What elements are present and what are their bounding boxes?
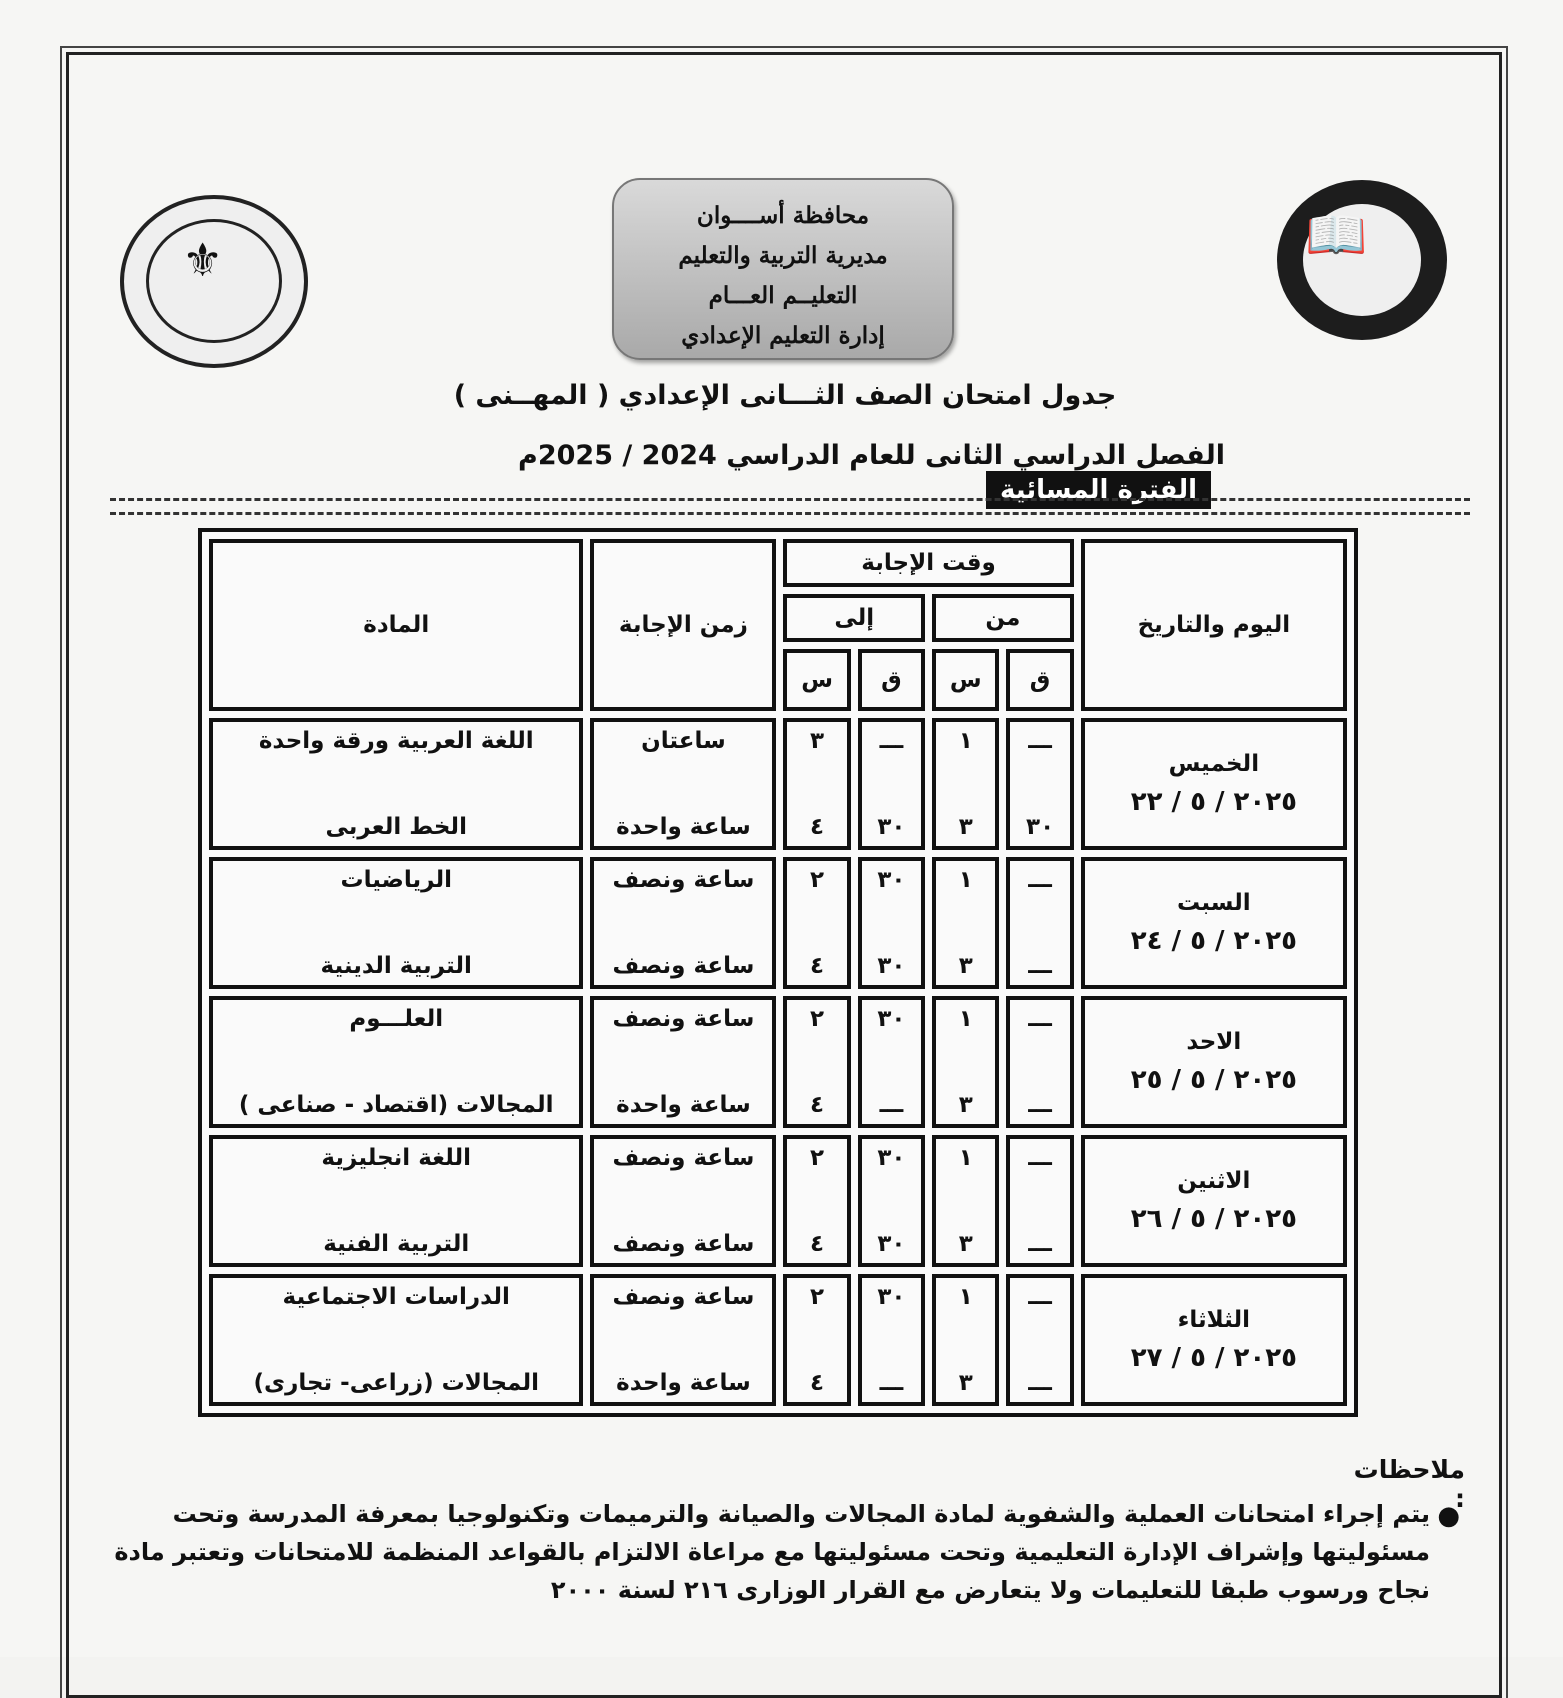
time-value: ٣٠	[1026, 814, 1055, 840]
day-date-cell	[1081, 996, 1347, 1128]
day-date-cell	[1081, 1274, 1347, 1406]
bullet-icon: ●	[1437, 1501, 1460, 1531]
to-min-cell	[858, 1135, 925, 1267]
day-name: السبت	[1177, 890, 1251, 916]
exam-schedule-table	[198, 528, 1358, 1417]
time-value: ـــ	[1028, 1231, 1052, 1257]
from-hour-cell	[932, 718, 999, 850]
time-value: ـــ	[879, 1092, 904, 1118]
time-value: ـــ	[1028, 867, 1052, 893]
page-title: جدول امتحان الصف الثـــانى الإعدادي ( المهــنى )	[453, 380, 1117, 411]
subject-name: المجالات (زراعى- تجارى)	[253, 1370, 539, 1396]
from-min-cell	[1006, 857, 1073, 989]
time-value: ٣٠	[877, 953, 906, 979]
time-value: ٢	[810, 1284, 825, 1310]
subject-cell	[209, 996, 583, 1128]
subject-name: العلـــوم	[349, 1006, 444, 1032]
table-row	[209, 857, 1347, 989]
from-min-cell	[1006, 996, 1073, 1128]
subject-name: التربية الفنية	[323, 1231, 470, 1257]
time-value: ـــ	[1028, 1006, 1052, 1032]
table-row	[209, 1274, 1347, 1406]
subject-name: التربية الدينية	[320, 953, 472, 979]
time-value: ١	[958, 1006, 973, 1032]
table-header-row	[209, 539, 1347, 587]
to-min-cell	[858, 996, 925, 1128]
subject-name: اللغة العربية ورقة واحدة	[258, 728, 534, 754]
from-min-cell	[1006, 718, 1073, 850]
time-value: ٤	[810, 1370, 825, 1396]
to-hour-cell	[783, 1135, 850, 1267]
to-hour-cell	[783, 1274, 850, 1406]
period-badge: الفترة المسائية	[986, 471, 1211, 509]
to-hour-cell	[783, 718, 850, 850]
subject-cell	[209, 1274, 583, 1406]
header-from-min: ق	[1006, 649, 1073, 711]
to-min-cell	[858, 1274, 925, 1406]
time-value: ٣٠	[877, 1145, 906, 1171]
ministry-book-logo	[1277, 180, 1447, 340]
time-value: ـــ	[1028, 1284, 1052, 1310]
academic-year-text: الفصل الدراسي الثانى للعام الدراسي 2024 / 2025م	[518, 440, 1225, 471]
to-min-cell	[858, 718, 925, 850]
duration-value: ساعة واحدة	[616, 1370, 751, 1396]
time-value: ٣	[958, 1092, 973, 1118]
time-value: ٢	[810, 1006, 825, 1032]
time-value: ٣	[810, 728, 825, 754]
general-education-line: التعليــم العـــام	[708, 282, 858, 309]
time-value: ٣٠	[877, 1231, 906, 1257]
time-value: ٤	[810, 1092, 825, 1118]
day-date-cell	[1081, 1135, 1347, 1267]
header-to-hour: س	[783, 649, 850, 711]
from-hour-cell	[932, 996, 999, 1128]
header-to-min: ق	[858, 649, 925, 711]
subject-name: الخط العربى	[325, 814, 467, 840]
exam-date: ٢٠٢٥ / ٥ / ٢٦	[1130, 1204, 1298, 1234]
header-answer-time: وقت الإجابة	[783, 539, 1073, 587]
from-min-cell	[1006, 1274, 1073, 1406]
duration-value: ساعتان	[641, 728, 726, 754]
exam-date: ٢٠٢٥ / ٥ / ٢٥	[1130, 1065, 1298, 1095]
header-box	[612, 178, 954, 360]
dashed-divider	[110, 498, 1470, 501]
duration-cell	[590, 718, 776, 850]
time-value: ـــ	[1028, 1145, 1052, 1171]
duration-value: ساعة واحدة	[616, 814, 751, 840]
duration-value: ساعة ونصف	[612, 1006, 755, 1032]
to-hour-cell	[783, 857, 850, 989]
governorate-line: محافظة أســــوان	[696, 202, 870, 229]
time-value: ـــ	[1028, 953, 1052, 979]
duration-value: ساعة ونصف	[612, 1231, 755, 1257]
exam-date: ٢٠٢٥ / ٥ / ٢٧	[1130, 1343, 1298, 1373]
time-value: ٣٠	[877, 1006, 906, 1032]
table-row	[209, 718, 1347, 850]
eagle-emblem-icon: ⚜	[182, 233, 224, 287]
time-value: ـــ	[1028, 728, 1052, 754]
day-name: الاثنين	[1177, 1168, 1251, 1194]
duration-value: ساعة واحدة	[616, 1092, 751, 1118]
from-hour-cell	[932, 1274, 999, 1406]
day-date-cell	[1081, 718, 1347, 850]
subject-name: الرياضيات	[340, 867, 452, 893]
time-value: ٢	[810, 867, 825, 893]
to-hour-cell	[783, 996, 850, 1128]
directorate-seal-logo	[120, 195, 308, 368]
header-subject: المادة	[209, 539, 583, 711]
subject-cell	[209, 857, 583, 989]
time-value: ـــ	[879, 728, 904, 754]
from-hour-cell	[932, 1135, 999, 1267]
table-row	[209, 996, 1347, 1128]
time-value: ٣	[958, 814, 973, 840]
directorate-line: مديرية التربية والتعليم	[678, 242, 888, 269]
time-value: ٤	[810, 814, 825, 840]
time-value: ١	[958, 867, 973, 893]
duration-cell	[590, 996, 776, 1128]
duration-value: ساعة ونصف	[612, 1145, 755, 1171]
subject-name: الدراسات الاجتماعية	[282, 1284, 510, 1310]
time-value: ١	[958, 728, 973, 754]
subject-cell	[209, 718, 583, 850]
time-value: ـــ	[1028, 1370, 1052, 1396]
time-value: ٣	[958, 953, 973, 979]
duration-cell	[590, 1135, 776, 1267]
time-value: ـــ	[879, 1370, 904, 1396]
header-duration: زمن الإجابة	[590, 539, 776, 711]
table-row	[209, 1135, 1347, 1267]
header-from: من	[932, 594, 1074, 642]
day-name: الثلاثاء	[1177, 1307, 1251, 1333]
open-book-icon: 📖	[1305, 206, 1368, 264]
notes-title: ملاحظات :	[1353, 1455, 1465, 1513]
time-value: ٤	[810, 1231, 825, 1257]
time-value: ـــ	[1028, 1092, 1052, 1118]
from-hour-cell	[932, 857, 999, 989]
notes-list	[100, 1495, 1460, 1609]
duration-cell	[590, 857, 776, 989]
header-to: إلى	[783, 594, 925, 642]
time-value: ٣	[958, 1231, 973, 1257]
header-day-date: اليوم والتاريخ	[1081, 539, 1347, 711]
time-value: ٣٠	[877, 814, 906, 840]
note-item: يتم إجراء امتحانات العملية والشفوية لمادة المجالات والصيانة والترميمات وتكنولوجيا بمعرفة المدرسة وتحت مسئوليتها وإشراف الإدارة التعليمية وتحت مسئوليتها مع مراعاة الالتزام بالقواعد المنظمة للامتحانات وتعتبر مادة نجاح ورسوب طبقا للتعليمات ولا يتعارض مع القرار الوزارى ٢١٦ لسنة ٢٠٠٠	[114, 1500, 1430, 1604]
subject-cell	[209, 1135, 583, 1267]
duration-cell	[590, 1274, 776, 1406]
subject-name: اللغة انجليزية	[321, 1145, 472, 1171]
time-value: ٣٠	[877, 1284, 906, 1310]
dashed-divider	[110, 512, 1470, 515]
duration-value: ساعة ونصف	[612, 953, 755, 979]
day-name: الخميس	[1168, 751, 1260, 777]
duration-value: ساعة ونصف	[612, 867, 755, 893]
day-date-cell	[1081, 857, 1347, 989]
exam-date: ٢٠٢٥ / ٥ / ٢٢	[1130, 787, 1298, 817]
time-value: ٢	[810, 1145, 825, 1171]
duration-value: ساعة ونصف	[612, 1284, 755, 1310]
preparatory-admin-line: إدارة التعليم الإعدادي	[681, 322, 885, 349]
subject-name: المجالات (اقتصاد - صناعى )	[238, 1092, 554, 1118]
time-value: ٣٠	[877, 867, 906, 893]
time-value: ١	[958, 1145, 973, 1171]
from-min-cell	[1006, 1135, 1073, 1267]
time-value: ٣	[958, 1370, 973, 1396]
exam-date: ٢٠٢٥ / ٥ / ٢٤	[1130, 926, 1298, 956]
time-value: ١	[958, 1284, 973, 1310]
day-name: الاحد	[1186, 1029, 1242, 1055]
time-value: ٤	[810, 953, 825, 979]
to-min-cell	[858, 857, 925, 989]
header-from-hour: س	[932, 649, 999, 711]
